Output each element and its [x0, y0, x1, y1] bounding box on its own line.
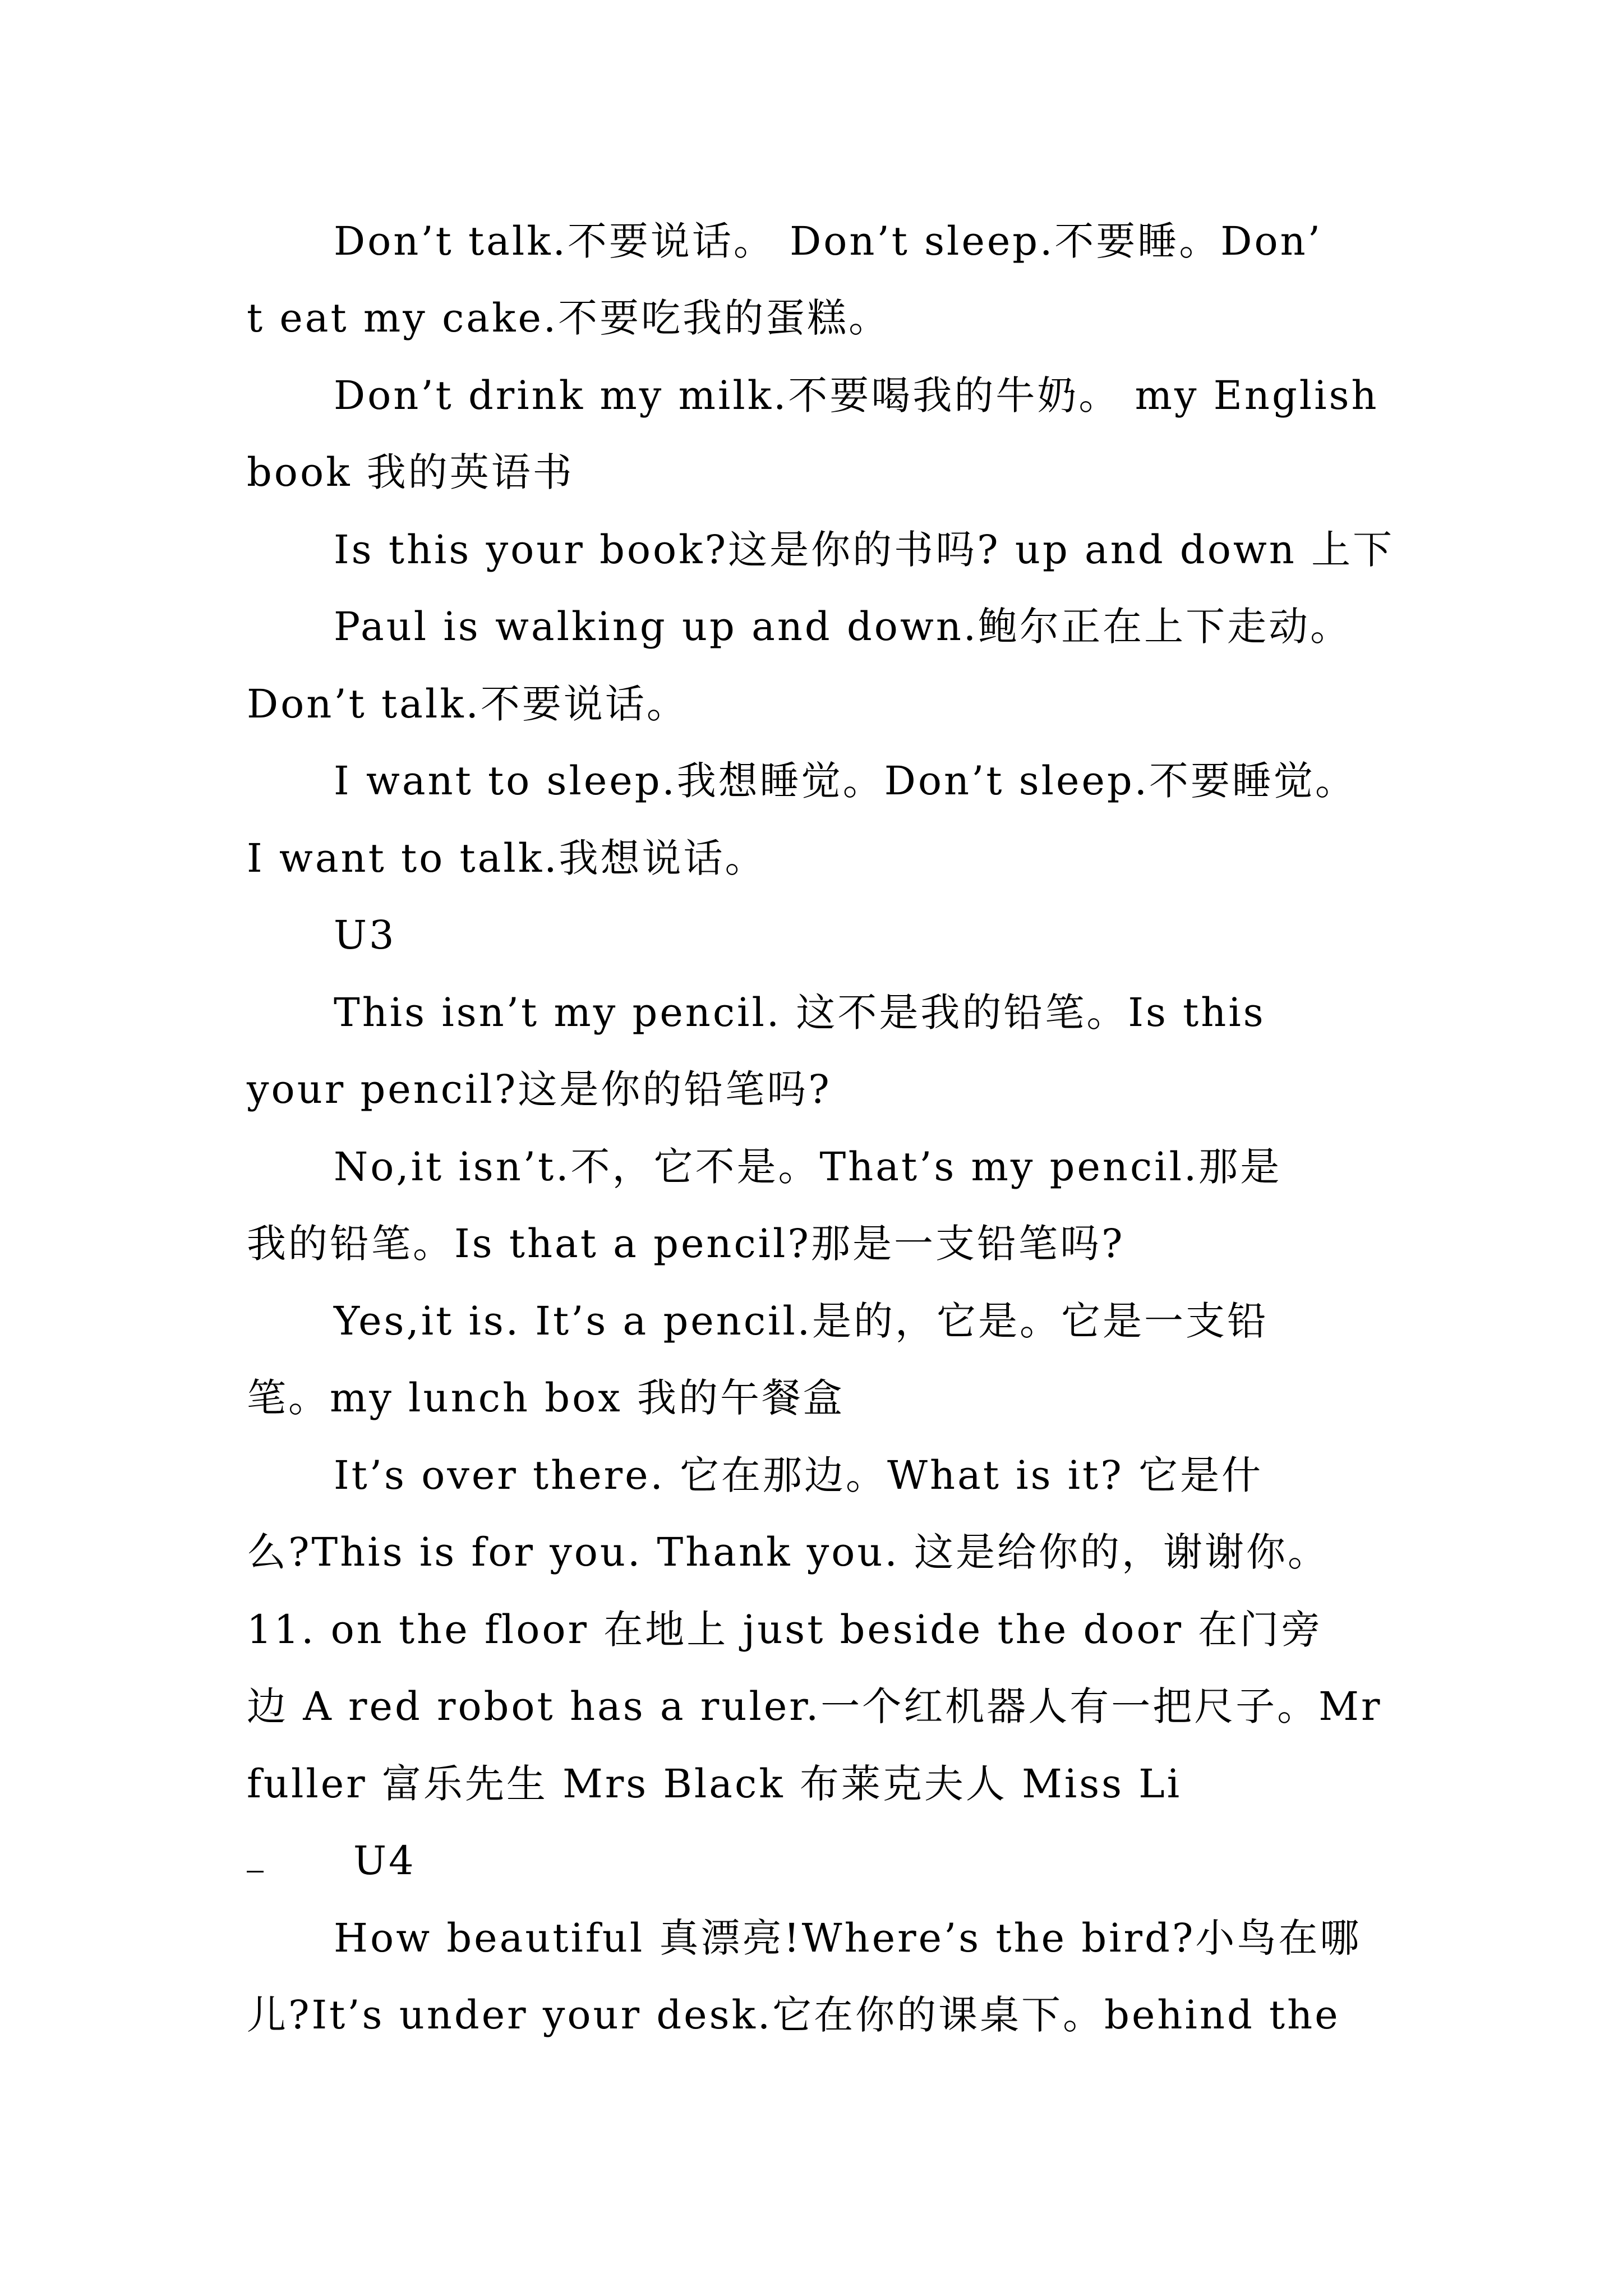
- text-line: Don’t talk.不要说话。: [247, 681, 688, 727]
- text-line: How beautiful 真漂亮!Where’s the bird?小鸟在哪: [334, 1915, 1362, 1961]
- text-line: Is this your book?这是你的书吗? up and down 上下: [334, 527, 1395, 573]
- section-heading: U4: [353, 1838, 416, 1884]
- underscore-mark: [247, 1871, 264, 1872]
- text-line: Don’t talk.不要说话。 Don’t sleep.不要睡。Don’: [334, 218, 1322, 264]
- text-line: Don’t drink my milk.不要喝我的牛奶。 my English: [334, 372, 1379, 418]
- section-heading: U3: [334, 912, 396, 958]
- text-line: 边 A red robot has a ruler.一个红机器人有一把尺子。Mr: [247, 1683, 1382, 1729]
- text-line: book 我的英语书: [247, 449, 574, 495]
- text-line: 儿?It’s under your desk.它在你的课桌下。behind the: [247, 1992, 1340, 2038]
- text-line: I want to sleep.我想睡觉。Don’t sleep.不要睡觉。: [334, 758, 1357, 804]
- text-line: 么?This is for you. Thank you. 这是给你的，谢谢你。: [247, 1529, 1329, 1575]
- text-line: 笔。my lunch box 我的午餐盒: [247, 1375, 845, 1421]
- text-line: No,it isn’t.不，它不是。That’s my pencil.那是: [334, 1144, 1282, 1190]
- text-line: This isn’t my pencil. 这不是我的铅笔。Is this: [334, 990, 1266, 1036]
- text-line: 我的铅笔。Is that a pencil?那是一支铅笔吗?: [247, 1221, 1125, 1267]
- text-line: It’s over there. 它在那边。What is it? 它是什: [334, 1452, 1264, 1498]
- text-line: 11. on the floor 在地上 just beside the door 在门旁: [247, 1607, 1323, 1653]
- text-line: I want to talk.我想说话。: [247, 835, 767, 881]
- text-line: t eat my cake.不要吃我的蛋糕。: [247, 295, 891, 341]
- text-line: Paul is walking up and down.鲍尔正在上下走动。: [334, 604, 1352, 650]
- text-line: Yes,it is. It’s a pencil.是的，它是。它是一支铅: [334, 1298, 1269, 1344]
- text-line: fuller 富乐先生 Mrs Black 布莱克夫人 Miss Li: [247, 1761, 1182, 1807]
- text-line: your pencil?这是你的铅笔吗?: [247, 1066, 832, 1112]
